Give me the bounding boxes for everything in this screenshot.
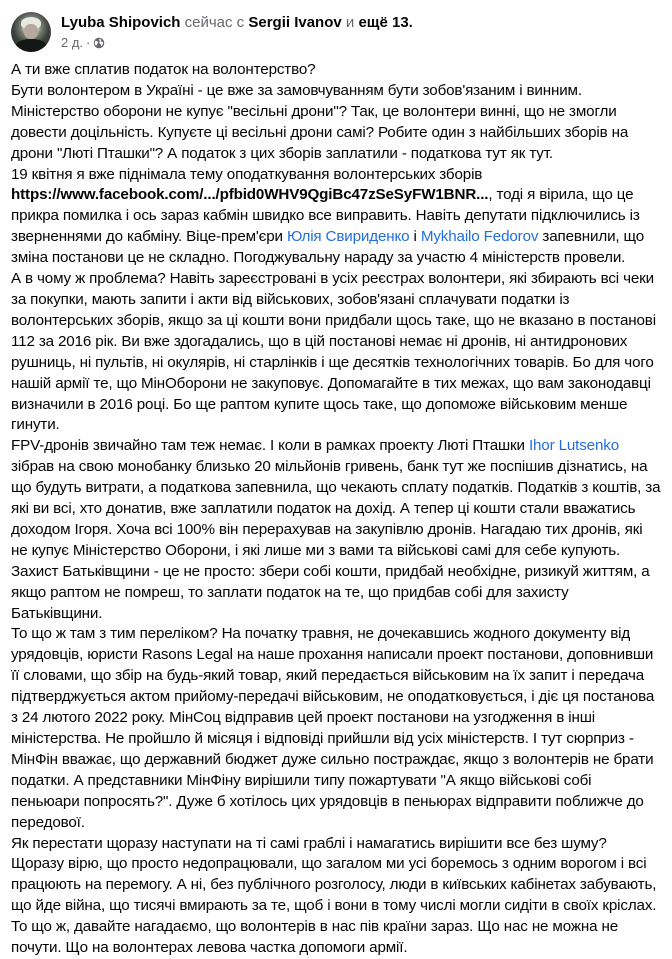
paragraph-3 xyxy=(11,165,661,270)
paragraph-3-text-mid: , тоді я вірила, що це прикра помилка і ось зараз кабмін швидко все виправить. Навіть депутати підключились із зверненнями до кабміну. Віце-прем'єри xyxy=(11,186,640,246)
paragraph-4: А в чому ж проблема? Навіть зареєстровані в усіх реєстрах волонтери, які збирають всі чеки за покупки, мають запити і акти від військових, зобов'язані сплачувати податки із волонтерських зборів, якщо за ці кошти вони придбали щось таке, що не вказано в постанові 112 за 2016 рік. Ви вже здогадались, що в цій постанові немає ні дронів, ні антидронових рушниць, ні пультів, ні окулярів, ні старлінків і ще десятків технологічних товарів. Бо для чого нашій армії те, що МінОборони не закуповує. Допомагайте в тих межах, що вам законодавці визначили в 2016 році. Бо ще раптом купите щось таке, що допоможе військовим менше гинути. xyxy=(11,270,656,434)
facebook-post-link[interactable]: https://www.facebook.com/.../pfbid0WHV9QgiBc47zSeSyFW1BNR... xyxy=(11,186,489,204)
timestamp[interactable]: 2 д. xyxy=(61,35,84,50)
status-text: сейчас с xyxy=(184,14,245,31)
avatar-face xyxy=(24,24,38,39)
avatar[interactable] xyxy=(11,12,51,52)
paragraph-3-text-and: і xyxy=(409,228,421,246)
mention-yulia-svyrydenko[interactable]: Юлія Свириденко xyxy=(286,228,410,246)
paragraph-5-text-start: FPV-дронів звичайно там теж немає. І коли в рамках проекту Люті Пташки xyxy=(11,437,529,455)
paragraph-5 xyxy=(11,436,661,624)
paragraph-7: Як перестати щоразу наступати на ті самі граблі і намагатись вирішити все без шуму? Щоразу вірю, що просто недопрацювали, що загалом ми усі боремось з одним ворогом і всі працюють на перемогу. А ні, без публічного розголосу, люди в київських кабінетах забувають, що йде війна, що тисячі вмирають за те, щоб і вони в тому числі могли сидіти в своїх кріслах. То що ж, давайте нагадаємо, що волонтерів в нас пів країни зараз. Що нас не можна не почути. Що на волонтерах левова частка допомоги армії. xyxy=(11,834,657,957)
mention-mykhailo-fedorov[interactable]: Mykhailo Fedorov xyxy=(420,228,539,246)
paragraph-5-text-end: зібрав на свою монобанку близько 20 мільйонів гривень, банк тут же поспішив дізнатись, на що будуть витрати, а податкова запевнила, що чекають сплату податків. Податків з коштів, за які ви всі, хто донатив, вже заплатили податок на дохід. А тепер ці кошти стали вважатись доходом Ігоря. Хоча всі 100% він перерахував на закупівлю дронів. Нагадаю тих дронів, які не купує Міністерство Оборони, і які лише ми з вами та військові самі для себе купують. Захист Батьківщини - це не просто: збери собі кошти, придбай необхідне, ризикуй життям, а якщо раптом не помреш, то заплати податок на те, що придбав собі для захисту Батьківщини. xyxy=(11,458,661,622)
post-header xyxy=(11,12,413,52)
paragraph-2: Бути волонтером в Україні - це вже за замовчуванням бути зобов'язаним і винним. Міністерство оборони не купує "весільні дрони"? Так, це волонтери винні, що не змогли довести доцільність. Купуєте ці весільні дрони самі? Робите один з найбільших зборів на дрони "Люті Пташки"? А податок з цих зборів заплатили - податкова тут як тут. xyxy=(11,81,629,162)
paragraph-3-text-end: запевнили, що зміна постанови це не складно. Погоджувальну нараду за участю 4 міністерств провели. xyxy=(11,228,645,267)
paragraph-3-text-start: 19 квітня я вже піднімала тему оподаткування волонтерських зборів xyxy=(11,165,483,183)
meta-separator: · xyxy=(86,35,91,50)
and-text: и xyxy=(345,14,355,31)
author-name[interactable]: Lyuba Shipovich xyxy=(61,14,181,31)
author-line xyxy=(61,14,413,32)
tagged-others[interactable]: ещё 13. xyxy=(358,14,413,31)
mention-ihor-lutsenko[interactable]: Ihor Lutsenko xyxy=(528,437,620,455)
post-body xyxy=(11,60,661,959)
header-text xyxy=(61,14,413,51)
tagged-person[interactable]: Sergii Ivanov xyxy=(248,14,342,31)
post-meta xyxy=(61,35,413,51)
avatar-body xyxy=(15,39,47,52)
globe-icon[interactable] xyxy=(93,37,105,49)
paragraph-6: То що ж там з тим переліком? На початку травня, не дочекавшись жодного документу від урядовців, юристи Rasons Legal на наше прохання написали проект постанови, доповнивши її словами, що збір на будь-який товар, який передається військовим на їх запит і передача підтверджується актом прийому-передачі військовим, не оподатковується, і діє ця постанова з 24 лютого 2022 року. МінСоц відправив цей проект постанови на узгодження в інші міністерства. Не пройшло й місяця і відповіді прийшли від усіх міністерств. І тут сюрприз - МінФін вважає, що державний бюджет дуже сильно постраждає, якщо з волонтерів не брати податки. А представники МінФіну вирішили типу пожартувати "А якщо військові собі пеньюари попросять?". Дуже б хотілось цих урядовців в пеньюрах відправити поближче до передової. xyxy=(11,625,655,831)
paragraph-1: А ти вже сплатив податок на волонтерство? xyxy=(11,61,316,78)
